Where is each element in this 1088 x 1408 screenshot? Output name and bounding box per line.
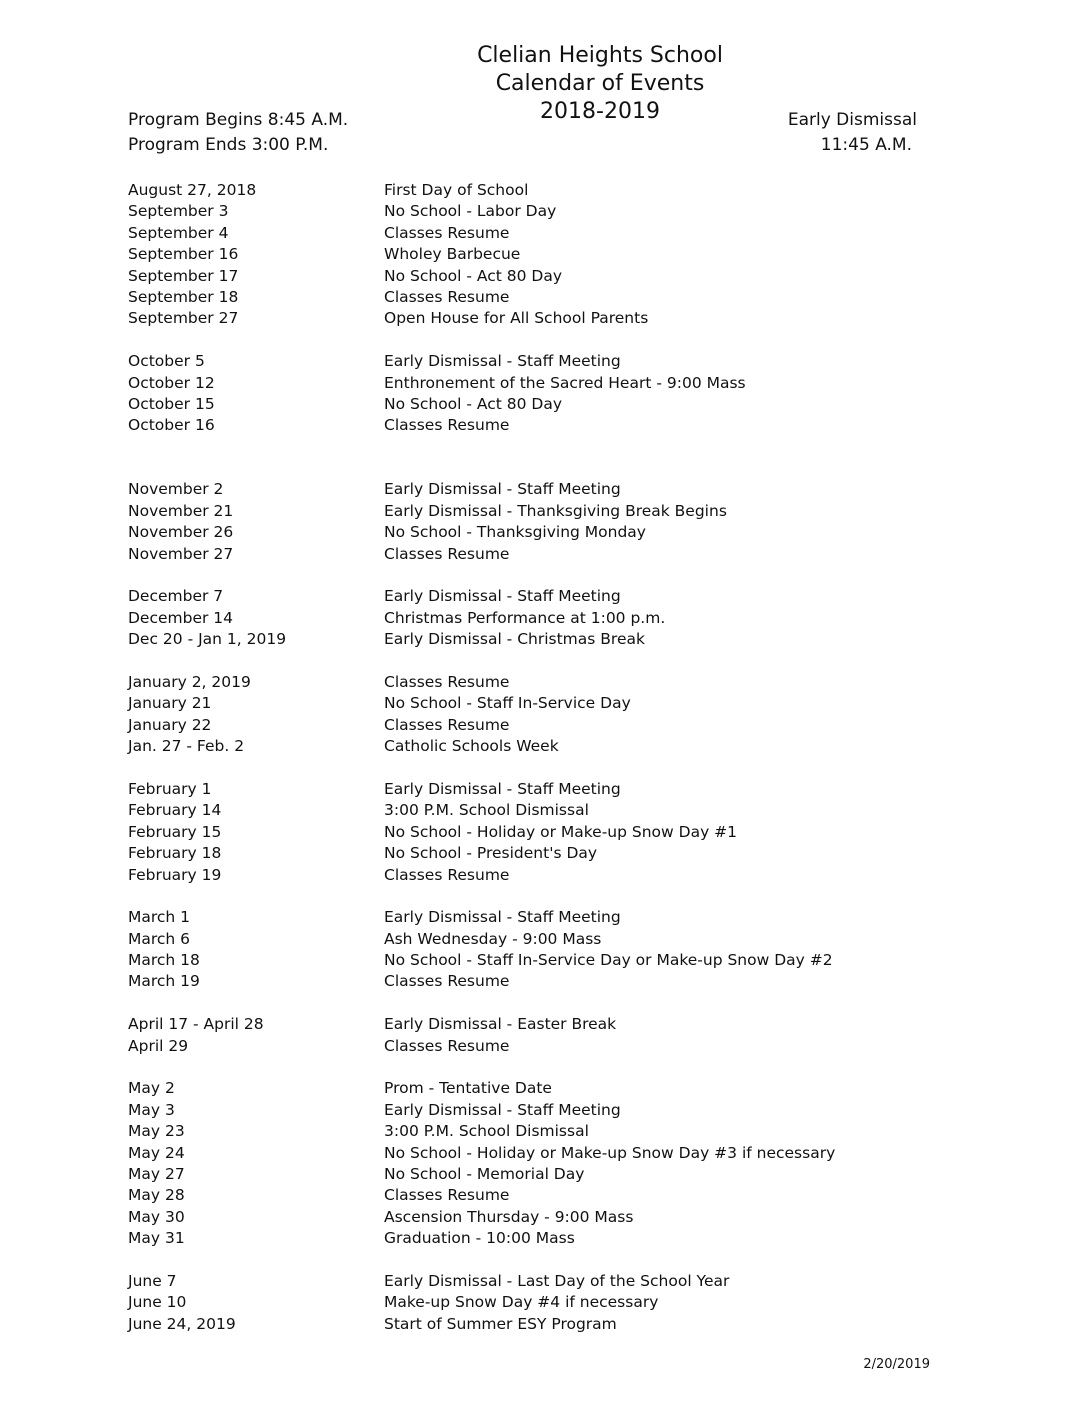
event-row <box>128 779 948 800</box>
event-description: No School - Thanksgiving Monday <box>384 523 646 542</box>
event-description: Graduation - 10:00 Mass <box>384 1229 575 1248</box>
event-description: No School - Memorial Day <box>384 1164 585 1183</box>
month-group <box>128 907 948 993</box>
event-description: Classes Resume <box>384 416 510 435</box>
event-row <box>128 180 948 201</box>
event-description: Early Dismissal - Staff Meeting <box>384 779 621 798</box>
event-date: June 24, 2019 <box>128 1314 236 1333</box>
event-date: March 19 <box>128 972 200 991</box>
event-row <box>128 736 948 757</box>
school-year: 2018-2019 <box>540 99 660 124</box>
event-description: Classes Resume <box>384 544 510 563</box>
event-description: Wholey Barbecue <box>384 245 521 264</box>
event-row <box>128 287 948 308</box>
event-description: No School - Labor Day <box>384 202 557 221</box>
event-date: November 26 <box>128 523 234 542</box>
event-description: No School - Staff In-Service Day <box>384 694 631 713</box>
event-row <box>128 715 948 736</box>
event-description: Classes Resume <box>384 865 510 884</box>
event-date: October 5 <box>128 352 205 371</box>
event-date: May 24 <box>128 1143 185 1162</box>
event-date: March 1 <box>128 908 191 927</box>
event-row <box>128 266 948 287</box>
event-description: Classes Resume <box>384 673 510 691</box>
event-row <box>128 693 948 714</box>
event-row <box>128 1207 948 1228</box>
event-description: Early Dismissal - Last Day of the School Year <box>384 1271 730 1290</box>
event-row <box>128 1314 948 1335</box>
event-description: Early Dismissal - Easter Break <box>384 1015 617 1034</box>
event-row <box>128 479 948 500</box>
event-row <box>128 394 948 415</box>
event-description: Classes Resume <box>384 223 510 242</box>
event-description: No School - Act 80 Day <box>384 394 563 413</box>
event-description: Early Dismissal - Staff Meeting <box>384 480 621 499</box>
event-row <box>128 672 948 693</box>
event-row <box>128 223 948 244</box>
event-row <box>128 1078 948 1099</box>
event-description: Classes Resume <box>384 287 510 306</box>
event-description: No School - President's Day <box>384 844 598 863</box>
event-row <box>128 907 948 928</box>
event-description: First Day of School <box>384 181 529 199</box>
event-row <box>128 351 948 372</box>
event-date: November 21 <box>128 501 234 520</box>
event-row <box>128 1292 948 1313</box>
event-date: February 15 <box>128 822 222 841</box>
event-description: 3:00 P.M. School Dismissal <box>384 1122 589 1141</box>
event-row <box>128 501 948 522</box>
event-description: Start of Summer ESY Program <box>384 1314 617 1333</box>
event-description: Prom - Tentative Date <box>384 1079 552 1098</box>
event-description: Early Dismissal - Thanksgiving Break Begins <box>384 501 727 520</box>
event-row <box>128 244 948 265</box>
event-date: January 22 <box>128 715 212 734</box>
event-description: Enthronement of the Sacred Heart - 9:00 Mass <box>384 373 746 392</box>
event-date: May 2 <box>128 1079 175 1098</box>
event-date: November 2 <box>128 480 224 499</box>
event-row <box>128 373 948 394</box>
event-date: December 14 <box>128 608 234 627</box>
month-group <box>128 479 948 565</box>
event-description: Early Dismissal - Staff Meeting <box>384 587 621 606</box>
month-group <box>128 1271 948 1335</box>
event-description: Ascension Thursday - 9:00 Mass <box>384 1207 634 1226</box>
event-row <box>128 544 948 565</box>
event-row <box>128 929 948 950</box>
event-description: Classes Resume <box>384 1036 510 1055</box>
month-group <box>128 779 948 886</box>
event-date: October 15 <box>128 394 215 413</box>
event-row <box>128 1121 948 1142</box>
event-row <box>128 629 948 650</box>
event-description: Open House for All School Parents <box>384 309 649 328</box>
event-description: Classes Resume <box>384 715 510 734</box>
event-date: October 16 <box>128 416 215 435</box>
event-description: Ash Wednesday - 9:00 Mass <box>384 929 602 948</box>
event-date: May 31 <box>128 1229 185 1248</box>
event-date: September 4 <box>128 223 229 242</box>
event-date: May 3 <box>128 1100 175 1119</box>
event-row <box>128 971 948 992</box>
event-row <box>128 822 948 843</box>
event-row <box>128 415 948 436</box>
calendar-title: Calendar of Events <box>495 71 705 96</box>
event-date: April 17 - April 28 <box>128 1015 264 1034</box>
event-description: No School - Holiday or Make-up Snow Day #1 <box>384 822 738 841</box>
event-date: February 1 <box>128 779 212 798</box>
event-date: September 27 <box>128 309 239 328</box>
event-row <box>128 800 948 821</box>
event-row <box>128 1271 948 1292</box>
event-description: 3:00 P.M. School Dismissal <box>384 801 589 820</box>
event-description: Early Dismissal - Staff Meeting <box>384 1100 621 1119</box>
event-row <box>128 1143 948 1164</box>
event-date: October 12 <box>128 373 215 392</box>
program-begins: Program Begins 8:45 A.M. <box>128 110 349 130</box>
month-group <box>128 672 948 758</box>
event-date: June 7 <box>128 1271 177 1290</box>
event-row <box>128 586 948 607</box>
event-row <box>128 1185 948 1206</box>
event-row <box>128 308 948 329</box>
event-description: No School - Act 80 Day <box>384 266 563 285</box>
event-row <box>128 1228 948 1249</box>
event-row <box>128 1164 948 1185</box>
event-description: Early Dismissal - Staff Meeting <box>384 908 621 927</box>
event-row <box>128 1036 948 1057</box>
event-description: Make-up Snow Day #4 if necessary <box>384 1293 659 1312</box>
event-row <box>128 608 948 629</box>
school-name: Clelian Heights School <box>477 43 723 68</box>
month-group <box>128 180 948 330</box>
event-date: March 18 <box>128 951 200 970</box>
month-group <box>128 351 948 437</box>
event-description: Catholic Schools Week <box>384 737 559 756</box>
event-date: February 14 <box>128 801 222 820</box>
event-description: Early Dismissal - Staff Meeting <box>384 352 621 371</box>
early-dismissal-time: 11:45 A.M. <box>820 135 912 155</box>
event-row <box>128 1014 948 1035</box>
event-date: February 18 <box>128 844 222 863</box>
event-date: June 10 <box>128 1293 187 1312</box>
event-date: May 27 <box>128 1164 185 1183</box>
event-row <box>128 843 948 864</box>
event-description: Classes Resume <box>384 1186 510 1205</box>
event-description: Christmas Performance at 1:00 p.m. <box>384 608 666 627</box>
event-date: September 3 <box>128 202 229 221</box>
event-description: Early Dismissal - Christmas Break <box>384 630 645 649</box>
event-date: January 2, 2019 <box>128 673 251 691</box>
event-date: January 21 <box>128 694 212 713</box>
month-group <box>128 1014 948 1057</box>
month-group <box>128 1078 948 1249</box>
event-description: Classes Resume <box>384 972 510 991</box>
event-date: Jan. 27 - Feb. 2 <box>128 737 245 756</box>
event-row <box>128 522 948 543</box>
event-row <box>128 950 948 971</box>
program-ends: Program Ends 3:00 P.M. <box>128 135 329 155</box>
event-row <box>128 201 948 222</box>
event-date: May 30 <box>128 1207 185 1226</box>
events-list <box>128 180 948 1335</box>
early-dismissal-label: Early Dismissal <box>787 110 917 130</box>
revision-date: 2/20/2019 <box>863 1357 930 1372</box>
event-date: Dec 20 - Jan 1, 2019 <box>128 630 287 649</box>
event-date: August 27, 2018 <box>128 181 257 199</box>
event-date: September 16 <box>128 245 239 264</box>
event-description: No School - Holiday or Make-up Snow Day #3 if necessary <box>384 1143 836 1162</box>
event-date: April 29 <box>128 1036 189 1055</box>
event-date: September 18 <box>128 287 239 306</box>
event-date: December 7 <box>128 587 224 606</box>
event-row <box>128 1100 948 1121</box>
event-date: November 27 <box>128 544 234 563</box>
event-date: May 28 <box>128 1186 185 1205</box>
event-date: February 19 <box>128 865 222 884</box>
month-group <box>128 586 948 650</box>
event-description: No School - Staff In-Service Day or Make-up Snow Day #2 <box>384 951 833 970</box>
event-row <box>128 865 948 886</box>
event-date: September 17 <box>128 266 239 285</box>
event-date: March 6 <box>128 929 191 948</box>
event-date: May 23 <box>128 1122 185 1141</box>
